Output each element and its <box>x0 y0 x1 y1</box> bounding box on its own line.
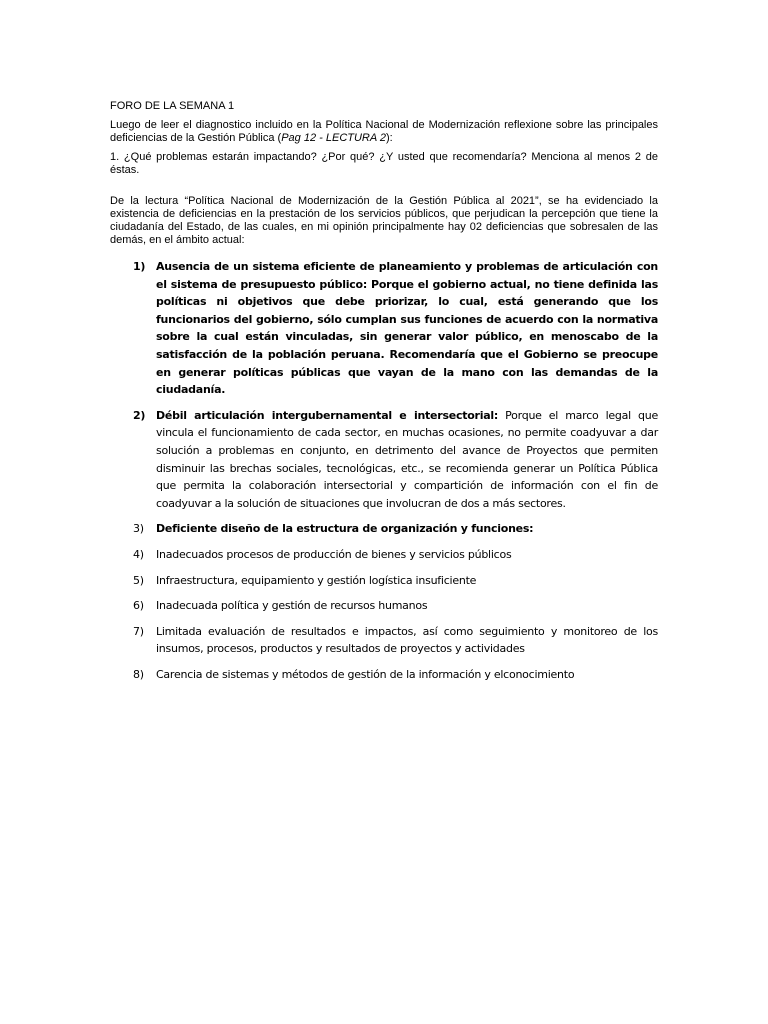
list-item <box>110 520 658 538</box>
intro-citation: Pag 12 - LECTURA 2 <box>281 132 386 144</box>
list-item-title: Débil articulación intergubernamental e intersectorial: <box>156 408 499 422</box>
list-item-text <box>156 258 658 399</box>
list-item-number: 8) <box>133 667 144 681</box>
list-item-text: Infraestructura, equipamiento y gestión logística insuficiente <box>156 573 477 587</box>
list-item <box>110 546 658 564</box>
list-item-number: 2) <box>133 408 146 422</box>
list-item-text: Inadecuados procesos de producción de bienes y servicios públicos <box>156 547 512 561</box>
intro-suffix: ): <box>385 132 393 144</box>
list-item-text: Inadecuada política y gestión de recursos humanos <box>156 599 428 613</box>
list-item-text: Carencia de sistemas y métodos de gestión de la información y elconocimiento <box>156 667 575 681</box>
list-item-title: Deficiente diseño de la estructura de organización y funciones: <box>156 522 534 536</box>
deficiency-list <box>110 258 658 683</box>
list-item-text: Limitada evaluación de resultados e impactos, así como seguimiento y monitoreo de los insumos, procesos, productos y resultados de proyectos y actividades <box>156 624 658 656</box>
list-item <box>110 666 658 684</box>
list-item-text <box>156 407 658 513</box>
list-item-number: 6) <box>133 599 144 613</box>
document-body <box>110 100 658 691</box>
intro-text: Luego de leer el diagnostico incluido en la Política Nacional de Modernización reflexione sobre las principales deficiencias de la Gestión Pública ( <box>110 119 658 144</box>
list-item-number: 5) <box>133 573 144 587</box>
list-item-title: Ausencia de un sistema eficiente de planeamiento y problemas de articulación con el sistema de presupuesto público: <box>156 260 658 291</box>
list-item-number: 1) <box>133 260 146 273</box>
document-heading: FORO DE LA SEMANA 1 <box>110 100 235 112</box>
list-item <box>110 623 658 658</box>
intro-paragraph <box>110 119 658 145</box>
list-item-number: 3) <box>133 522 144 536</box>
list-item <box>110 572 658 590</box>
list-item-number: 7) <box>133 624 144 638</box>
list-item-body: Porque el gobierno actual, no tiene definida las políticas ni objetivos que debe priorizar, lo cual, está generando que los funcionarios del gobierno, sólo cumplan sus funciones de acuerdo con la normativa sobre la cual están vinculadas, sin generar valor público, en menoscabo de la satisfacción de la población peruana. Recomendaría que el Gobierno se preocupe en generar políticas públicas que vayan de la mano con las demandas de la ciudadanía. <box>156 277 658 397</box>
lead-paragraph: De la lectura “Política Nacional de Modernización de la Gestión Pública al 2021”, se ha evidenciado la existencia de deficiencias en la prestación de los servicios públicos, que perjudican la percepción que tiene la ciudadanía del Estado, de las cuales, en mi opinión principalmente hay 02 deficiencias que sobresalen de las demás, en el ámbito actual: <box>110 195 658 246</box>
list-item <box>110 597 658 615</box>
question-paragraph: 1. ¿Qué problemas estarán impactando? ¿Por qué? ¿Y usted que recomendaría? Menciona al menos 2 de éstas. <box>110 151 658 176</box>
list-item-number: 4) <box>133 547 144 561</box>
list-item-text <box>156 520 658 538</box>
list-item <box>110 407 658 513</box>
list-item-body: Porque el marco legal que vincula el funcionamiento de cada sector, en muchas ocasiones, no permite coadyuvar a dar solución a problemas en conjunto, en detrimento del avance de Proyectos que permiten disminuir las brechas sociales, tecnológicas, etc., se recomienda generar un Política Pública que permita la colaboración intersectorial y compartición de información con el fin de coadyuvar a la solución de situaciones que involucran de dos a más sectores. <box>156 408 658 510</box>
list-item <box>110 258 658 399</box>
